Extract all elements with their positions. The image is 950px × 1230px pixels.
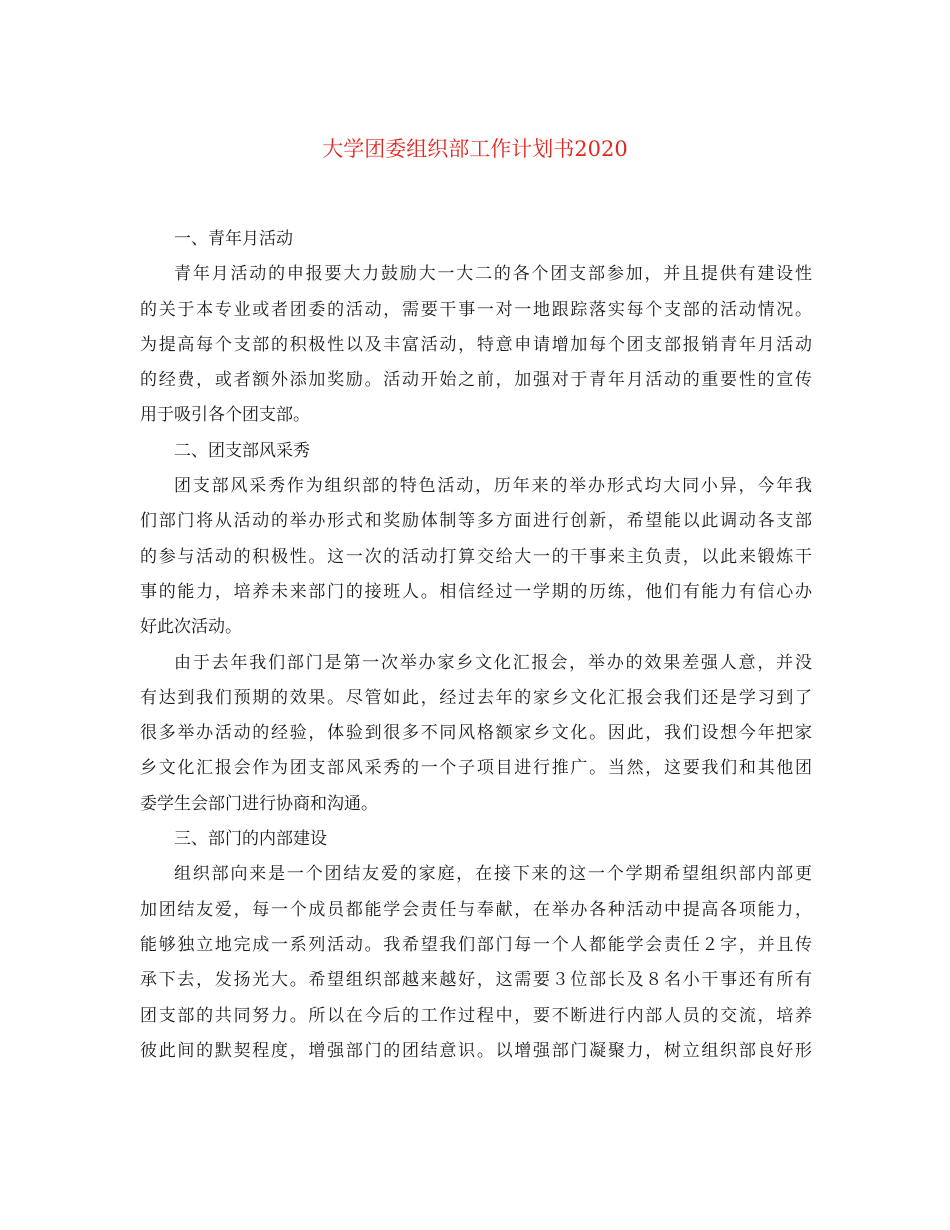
paragraph-line: 加团结友爱，每一个成员都能学会责任与奉献，在举办各种活动中提高各项能力，: [140, 899, 812, 920]
section-heading: 二、团支部风采秀: [174, 440, 310, 461]
section-heading: 三、部门的内部建设: [174, 829, 327, 850]
paragraph-line: 乡文化汇报会作为团支部风采秀的一个子项目进行推广。当然，这要我们和其他团: [140, 758, 812, 779]
paragraph-line: 团支部风采秀作为组织部的特色活动，历年来的举办形式均大同小异，今年我: [174, 476, 812, 497]
paragraph-line: 很多举办活动的经验，体验到很多不同风格额家乡文化。因此，我们设想今年把家: [140, 723, 812, 744]
paragraph-line: 彼此间的默契程度，增强部门的团结意识。以增强部门凝聚力，树立组织部良好形: [140, 1040, 812, 1061]
section-heading: 一、青年月活动: [174, 229, 293, 249]
paragraph-line: 们部门将从活动的举办形式和奖励体制等多方面进行创新，希望能以此调动各支部: [140, 511, 812, 532]
document-title: 大学团委组织部工作计划书2020: [322, 137, 628, 161]
paragraph-line: 的经费，或者额外添加奖励。活动开始之前，加强对于青年月活动的重要性的宣传: [140, 370, 812, 391]
paragraph-line: 由于去年我们部门是第一次举办家乡文化汇报会，举办的效果差强人意，并没: [174, 652, 812, 673]
paragraph-line: 好此次活动。: [140, 617, 242, 638]
paragraph-line: 承下去，发扬光大。希望组织部越来越好，这需要３位部长及８名小干事还有所有: [140, 970, 812, 991]
paragraph-line: 的关于本专业或者团委的活动，需要干事一对一地跟踪落实每个支部的活动情况。: [140, 299, 812, 320]
paragraph-line: 有达到我们预期的效果。尽管如此，经过去年的家乡文化汇报会我们还是学习到了: [140, 687, 812, 708]
paragraph-line: 团支部的共同努力。所以在今后的工作过程中，要不断进行内部人员的交流，培养: [140, 1005, 812, 1026]
paragraph-line: 委学生会部门进行协商和沟通。: [140, 793, 378, 814]
document-body: [140, 222, 812, 1069]
paragraph-line: 的参与活动的积极性。这一次的活动打算交给大一的干事来主负责，以此来锻炼干: [140, 546, 812, 567]
paragraph-line: 能够独立地完成一系列活动。我希望我们部门每一个人都能学会责任２字，并且传: [140, 934, 812, 955]
paragraph-line: 青年月活动的申报要大力鼓励大一大二的各个团支部参加，并且提供有建设性: [174, 264, 812, 285]
paragraph-line: 为提高每个支部的积极性以及丰富活动，特意申请增加每个团支部报销青年月活动: [140, 334, 812, 355]
paragraph-line: 组织部向来是一个团结友爱的家庭，在接下来的这一个学期希望组织部内部更: [174, 864, 812, 885]
paragraph-line: 用于吸引各个团支部。: [140, 405, 310, 426]
paragraph-line: 事的能力，培养未来部门的接班人。相信经过一学期的历练，他们有能力有信心办: [140, 581, 812, 602]
